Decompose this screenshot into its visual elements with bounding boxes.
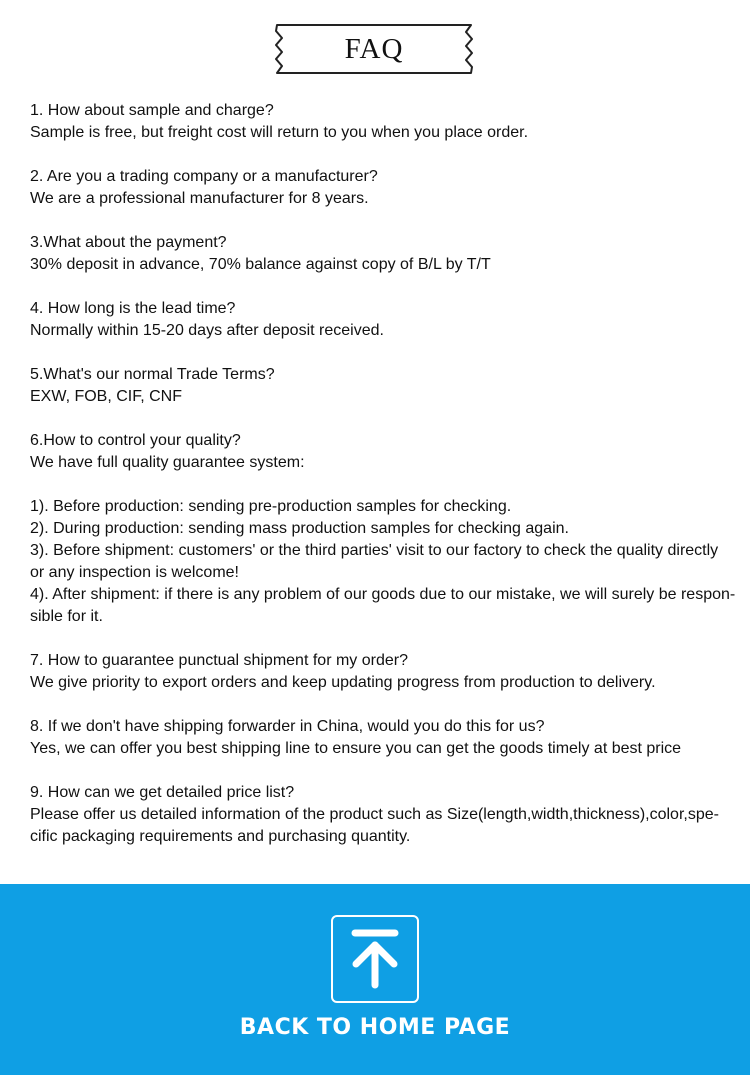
faq-line: Sample is free, but freight cost will return to you when you place order. xyxy=(30,124,529,141)
faq-line: 2). During production: sending mass production samples for checking again. xyxy=(30,520,569,537)
paragraph-spacer xyxy=(30,276,724,298)
paragraph-spacer xyxy=(30,474,724,496)
arrow-up-to-top-icon xyxy=(333,917,417,1001)
faq-line: Normally within 15-20 days after deposit received. xyxy=(30,322,384,339)
faq-line: We are a professional manufacturer for 8 years. xyxy=(30,190,369,207)
faq-line: 3). Before shipment: customers' or the third parties' visit to our factory to check the quality directly xyxy=(30,542,719,559)
faq-line: 30% deposit in advance, 70% balance against copy of B/L by T/T xyxy=(30,256,491,273)
faq-line: 7. How to guarantee punctual shipment for my order? xyxy=(30,652,408,669)
paragraph-spacer xyxy=(30,210,724,232)
faq-line: 5.What's our normal Trade Terms? xyxy=(30,366,275,383)
faq-line: 4. How long is the lead time? xyxy=(30,300,236,317)
back-to-home-link[interactable]: BACK TO HOME PAGE xyxy=(239,1015,511,1040)
faq-line: 9. How can we get detailed price list? xyxy=(30,784,295,801)
page-title: FAQ xyxy=(344,33,404,65)
faq-line: 3.What about the payment? xyxy=(30,234,227,251)
faq-line: Yes, we can offer you best shipping line to ensure you can get the goods timely at best price xyxy=(30,740,682,757)
paragraph-spacer xyxy=(30,760,724,782)
faq-line: 8. If we don't have shipping forwarder in China, would you do this for us? xyxy=(30,718,545,735)
faq-line: 1). Before production: sending pre-production samples for checking. xyxy=(30,498,512,515)
faq-line: sible for it. xyxy=(30,608,103,625)
back-to-home-button[interactable] xyxy=(331,915,419,1003)
faq-line: Please offer us detailed information of the product such as Size(length,width,thickness),color,spe- xyxy=(30,806,719,823)
faq-content xyxy=(30,100,736,848)
faq-line: 6.How to control your quality? xyxy=(30,432,241,449)
faq-title-banner xyxy=(274,23,474,75)
faq-line: cific packaging requirements and purchasing quantity. xyxy=(30,828,411,845)
paragraph-spacer xyxy=(30,628,724,650)
footer-bar xyxy=(0,884,750,1075)
faq-line: EXW, FOB, CIF, CNF xyxy=(30,388,183,405)
paragraph-spacer xyxy=(30,408,724,430)
faq-line: 2. Are you a trading company or a manufacturer? xyxy=(30,168,378,185)
paragraph-spacer xyxy=(30,144,724,166)
faq-line: We have full quality guarantee system: xyxy=(30,454,305,471)
paragraph-spacer xyxy=(30,694,724,716)
faq-line: 1. How about sample and charge? xyxy=(30,102,274,119)
faq-line: or any inspection is welcome! xyxy=(30,564,239,581)
faq-line: We give priority to export orders and keep updating progress from production to delivery. xyxy=(30,674,656,691)
paragraph-spacer xyxy=(30,342,724,364)
faq-line: 4). After shipment: if there is any problem of our goods due to our mistake, we will surely be respon- xyxy=(30,586,736,603)
